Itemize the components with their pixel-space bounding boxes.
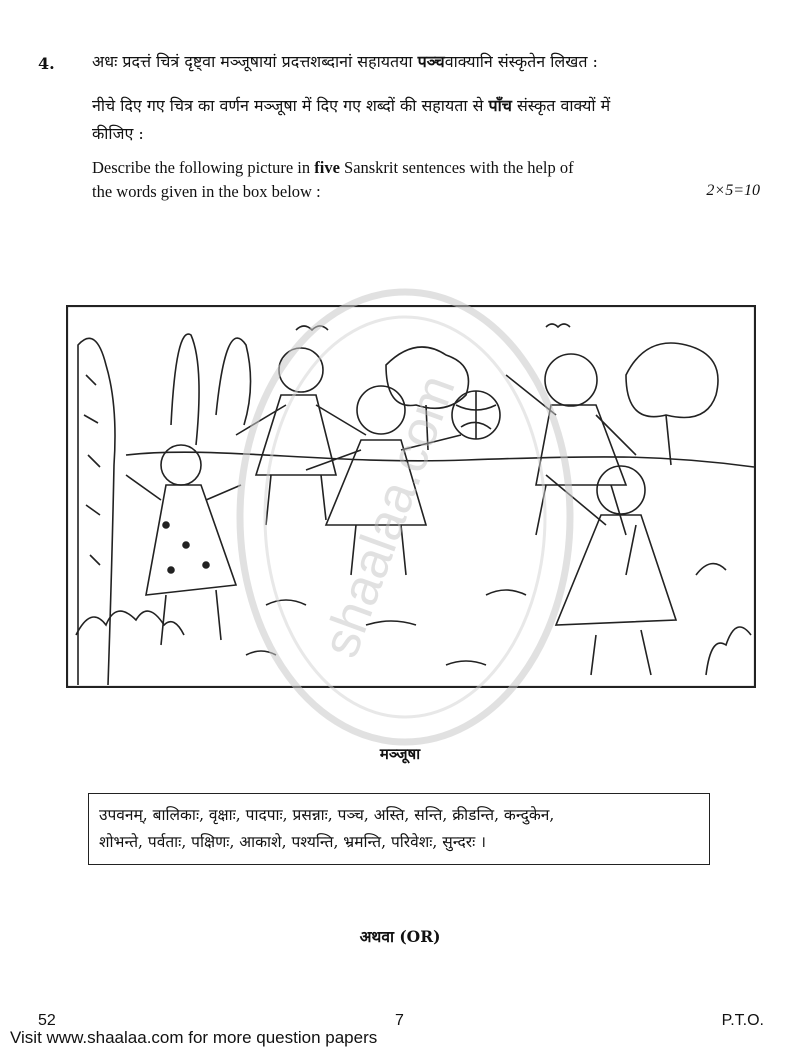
word-box bbox=[88, 793, 710, 865]
pto-label: P.T.O. bbox=[721, 1012, 764, 1029]
ball bbox=[452, 391, 500, 439]
birds bbox=[296, 324, 570, 330]
watermark-text: shaalaa.com bbox=[311, 367, 467, 665]
question-english-line-2: the words given in the box below : bbox=[92, 182, 321, 201]
hindi-text-b: संस्कृत वाक्यों में bbox=[511, 96, 611, 115]
girl-right-front bbox=[546, 466, 676, 675]
hindi-text-a: नीचे दिए गए चित्र का वर्णन मञ्जूषा में दिए गए शब्दों की सहायता से bbox=[92, 96, 489, 115]
word-box-line-1: उपवनम्, बालिकाः, वृक्षाः, पादपाः, प्रसन्नाः, पञ्च, अस्ति, सन्ति, क्रीडन्ति, कन्दुकेन, bbox=[99, 806, 555, 824]
question-sanskrit-line bbox=[92, 52, 598, 72]
girl-center bbox=[306, 386, 461, 575]
english-text-b: Sanskrit sentences with the help of bbox=[339, 158, 574, 177]
sanskrit-text-b: वाक्यानि संस्कृतेन लिखत : bbox=[444, 52, 598, 71]
girl-back-left bbox=[236, 348, 366, 525]
or-label: अथवा (OR) bbox=[359, 927, 441, 946]
bush-left bbox=[76, 611, 184, 635]
word-box-title: मञ्जूषा bbox=[379, 745, 421, 763]
page-number: 7 bbox=[395, 1012, 404, 1029]
sanskrit-text-a: अधः प्रदत्तं चित्रं दृष्ट्वा मञ्जूषायां प्रदत्तशब्दानां सहायतया bbox=[92, 52, 418, 71]
girl-left bbox=[126, 445, 241, 645]
tree-left-small bbox=[171, 334, 251, 445]
question-english-line-1 bbox=[92, 157, 574, 179]
marks-label: 2×5=10 bbox=[706, 182, 760, 199]
sanskrit-text-bold: पञ्च bbox=[417, 52, 445, 71]
tree-center-back bbox=[386, 347, 469, 450]
picture-girls-playing-ball bbox=[66, 305, 756, 688]
girl-right-back bbox=[506, 354, 636, 535]
bush-right bbox=[696, 564, 751, 675]
question-number: 4. bbox=[38, 54, 55, 73]
question-hindi-line-1 bbox=[92, 96, 610, 116]
english-text-bold: five bbox=[314, 158, 340, 177]
tree-right bbox=[626, 343, 718, 465]
english-text-a: Describe the following picture in bbox=[92, 158, 315, 177]
grass-tufts bbox=[246, 590, 526, 665]
visit-banner[interactable]: Visit www.shaalaa.com for more question papers bbox=[10, 1028, 378, 1047]
word-box-line-2: शोभन्ते, पर्वताः, पक्षिणः, आकाशे, पश्यन्ति, भ्रमन्ति, परिवेशः, सुन्दरः । bbox=[99, 833, 487, 851]
paper-code: 52 bbox=[38, 1012, 56, 1029]
hindi-text-bold: पाँच bbox=[488, 96, 512, 115]
question-hindi-line-2: कीजिए : bbox=[92, 124, 144, 143]
tree-left-tall bbox=[78, 338, 115, 685]
